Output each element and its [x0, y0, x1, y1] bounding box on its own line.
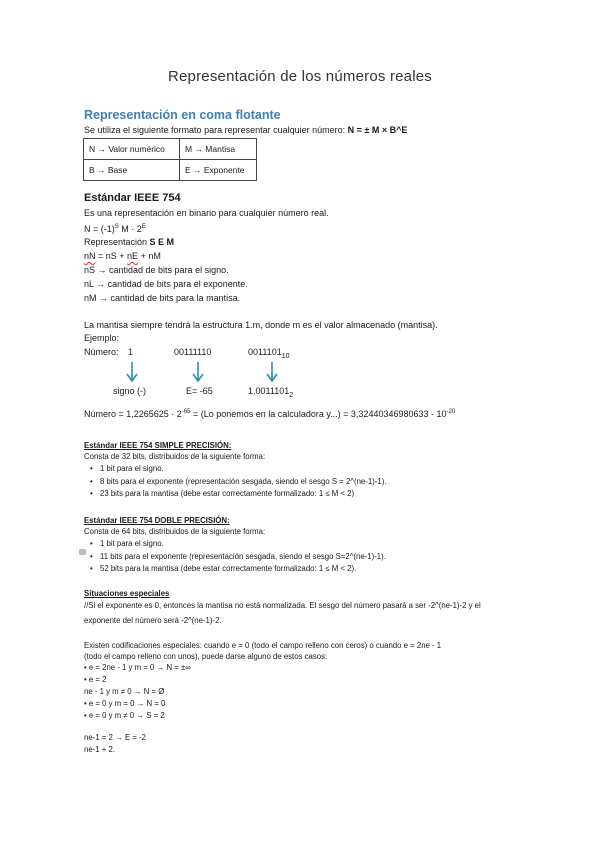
sum-text: = nS +: [95, 251, 128, 261]
label-sub: 2: [289, 392, 294, 399]
example-label-exponent: E= -65: [186, 386, 213, 396]
list-item: • 1 bit para el signo.: [84, 463, 386, 476]
example-label-mantisa: [248, 386, 293, 398]
sum-text: + nM: [138, 251, 161, 261]
spellcheck-word: nE: [127, 251, 139, 261]
formula-part: M · 2: [118, 224, 142, 234]
table-cell: N → Valor numérico: [84, 139, 180, 160]
result-sup: -20: [446, 409, 456, 415]
especiales-case: • e = 2ne - 1 y m = 0 → N = ±∞: [84, 663, 191, 672]
section-heading-ieee: Estándar IEEE 754: [84, 192, 181, 204]
especiales-case: • e = 0 y m ≠ 0 → S = 2: [84, 711, 165, 720]
spellcheck-word: nN: [84, 251, 96, 261]
especiales-p2b: (todo el campo relleno con unos), puede darse alguno de estos casos:: [84, 652, 328, 661]
ieee-line1: Es una representación en binario para cualquier número real.: [84, 208, 329, 218]
ieee-ejemplo: Ejemplo:: [84, 333, 120, 343]
especiales-p1b: exponente del número será -2^(ne-1)-2.: [84, 616, 222, 625]
result-sup: -65: [181, 409, 191, 415]
table-cell: E → Exponente: [180, 160, 257, 181]
list-item: • 23 bits para la mantisa (debe estar correctamente formalizado: 1 ≤ M < 2): [84, 488, 386, 501]
intro-text: Se utiliza el siguiente formato para representar cualquier número:: [84, 125, 348, 135]
especiales-case: • e = 0 y m = 0 → N = 0: [84, 699, 166, 708]
section-heading-simple: Estándar IEEE 754 SIMPLE PRECISIÓN:: [84, 441, 232, 450]
formula-part: N = (-1): [84, 224, 115, 234]
repr-text: Representación: [84, 237, 150, 247]
example-number-label: Número:: [84, 347, 119, 357]
result-text: Número = 1,2265625 · 2: [84, 409, 182, 419]
section-heading-doble: Estándar IEEE 754 DOBLE PRECISIÓN:: [84, 516, 230, 525]
example-bits-exponent: 00111110: [174, 347, 212, 357]
result-text: = (Lo ponemos en la calculadora y...) = 3,32440346980633 · 10: [190, 409, 447, 419]
ieee-nm: nM → cantidad de bits para la mantisa.: [84, 293, 241, 303]
list-item: • 8 bits para el exponente (representación sesgada, siendo el sesgo S = 2^(ne-1)-1).: [84, 476, 386, 489]
bits-text: 0011101: [248, 347, 282, 357]
list-item: • 52 bits para la mantisa (debe estar correctamente formalizado: 1 ≤ M < 2).: [84, 563, 386, 576]
example-bits-sign: 1: [128, 347, 134, 357]
page-title: Representación de los números reales: [167, 68, 432, 85]
table-cell: M → Mantisa: [180, 139, 257, 160]
repr-bold: S E M: [149, 237, 175, 247]
doble-intro: Consta de 64 bits, distribuidos de la siguiente forma:: [84, 527, 266, 536]
simple-list: [84, 463, 386, 501]
bits-sub: 10: [281, 353, 290, 360]
especiales-case: • e = 2: [84, 675, 107, 684]
list-item: • 1 bit para el signo.: [84, 538, 386, 551]
especiales-case: ne-1 + 2.: [84, 745, 115, 754]
section-heading-especiales: Situaciones especiales: [84, 589, 170, 598]
ieee-ns: nS → cantidad de bits para el signo.: [84, 265, 229, 275]
especiales-p1a: //Si el exponente es 0, entonces la mantisa no está normalizada. El sesgo del número pasará a ser -2^(ne-1)-2 y el: [84, 601, 481, 610]
section-heading-coma-flotante: Representación en coma flotante: [84, 108, 281, 122]
especiales-case: ne-1 = 2 → E = -2: [84, 733, 146, 742]
intro-formula: N = ± M × B^E: [347, 125, 408, 135]
especiales-case: ne - 1 y m ≠ 0 → N = Ø: [84, 687, 165, 696]
ieee-nl: nL → cantidad de bits para el exponente.: [84, 279, 248, 289]
simple-intro: Consta de 32 bits, distribuidos de la siguiente forma:: [84, 452, 266, 461]
ieee-mantisa: La mantisa siempre tendrá la estructura 1.m, donde m es el valor almacenado (mantisa).: [84, 320, 438, 330]
example-result: [84, 407, 455, 420]
formula-sup: S: [114, 224, 119, 230]
formula-sup: E: [141, 224, 146, 230]
example-label-signo: signo (-): [113, 386, 147, 396]
list-item: • 11 bits para el exponente (representación sesgada, siendo el sesgo S=2^(ne-1)-1).: [84, 551, 386, 564]
table-cell: B → Base: [84, 160, 180, 181]
label-text: 1.0011101: [248, 386, 290, 396]
especiales-p2a: Existen codificaciones especiales: cuando e = 0 (todo el campo relleno con ceros) o cuando e = 2ne - 1: [84, 641, 442, 650]
doble-list: [84, 538, 386, 576]
